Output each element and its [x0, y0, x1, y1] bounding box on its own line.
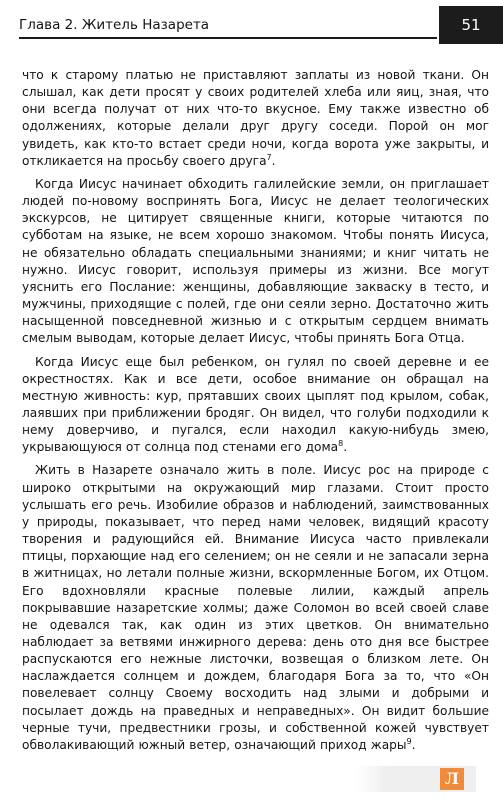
paragraph-text: Когда Иисус еще был ребенком, он гулял по своей деревне и ее окрестностях. Как и все дети, особое внимание он обращал на местную живность: кур, прятавших своих цыплят под крылом, собак, лаявших при приближении бродяг. Он видел, что голуби подходили к нему доверчиво, и пугался, если находил какую-нибудь змею, укрывающуюся от солнца под стенами его дома	[22, 354, 489, 455]
page-number: 51	[439, 6, 503, 44]
footnote-marker: 7	[266, 152, 272, 162]
paragraph: что к старому платью не приставляют заплаты из новой ткани. Он слышал, как дети просят у своих родителей хлеба или яиц, зная, что они всегда получат от них что-то вкусное. Ему также известно об одолжениях, которые делали друг другу соседи. Порой он мог увидеть, как кто-то встает среди ночи, когда ворота уже закрыты, и откликается на просьбу своего друга$^7$.	[22, 68, 489, 168]
footnote-marker: 9	[406, 736, 412, 746]
header-rule	[19, 37, 437, 39]
chapter-title: Глава 2. Житель Назарета	[19, 17, 210, 33]
body-text	[22, 67, 489, 760]
watermark	[356, 766, 476, 792]
running-header	[0, 6, 503, 46]
paragraph-text: что к старому платью не приставляют заплаты из новой ткани. Он слышал, как дети просят у своих родителей хлеба или яиц, зная, что они всегда получат от них что-то вкусное. Ему также известно об одолжениях, которые делали друг другу соседи. Порой он мог увидеть, как кто-то встает среди ночи, когда ворота уже закрыты, и откликается на просьбу своего друга	[22, 68, 489, 168]
paragraph: Когда Иисус еще был ребенком, он гулял по своей деревне и ее окрестностях. Как и все дети, особое внимание он обращал на местную живность: кур, прятавших своих цыплят под крылом, собак, лаявших при приближении бродяг. Он видел, что голуби подходили к нему доверчиво, и пугался, если находил какую-нибудь змею, укрывающуюся от солнца под стенами его дома$^8$.	[22, 354, 489, 455]
paragraph-text: Когда Иисус начинает обходить галилейские земли, он приглашает людей по-новому воспринять Бога, Иисус не делает теологических экскурсов, не цитирует священные книги, которые читаются по субботам на языке, не всем хорошо знакомом. Чтобы понять Иисуса, не обязательно обладать специальными знаниями; и книг читать не нужно. Иисус говорит, используя примеры из жизни. Все могут уяснить его Послание: женщины, добавляющие закваску в тесто, и мужчины, приходящие с полей, где они сеяли зерно. Достаточно жить насыщенной повседневной жизнью и с открытым сердцем внимать смелым выводам, которые делает Иисус, чтобы принять Бога Отца.	[22, 176, 489, 346]
paragraph-text: Жить в Назарете означало жить в поле. Иисус рос на природе с широко открытыми на окружающий мир глазами. Стоит просто услышать его речь. Изобилие образов и наблюдений, заимствованных у природы, показывает, что перед нами человек, видящий красоту творения и радующийся ей. Внимание Иисуса часто привлекали птицы, порхающие над его селением; он не сеяли и не запасали зерна в житницах, но летали полные жизни, вскормленные Богом, их Отцом. Его вдохновляли красные полевые лилии, каждый апрель покрывавшие назаретские холмы; даже Соломон во всей своей славе не одевался так, как один из этих цветков. Он внимательно наблюдает за ветвями инжирного дерева: день ото дня все быстрее распускаются его нежные листочки, возвещая о близком лете. Он наслаждается солнцем и дождем, благодаря Бога за то, что «Он повелевает солнцу Своему восходить над злыми и добрыми и посылает дождь на праведных и неправедных». Он видит большие черные тучи, предвестники грозы, и собственной кожей чувствует обволакивающий южный ветер, означающий приход жары	[22, 463, 489, 752]
paragraph	[22, 176, 489, 348]
footnote-marker: 8	[338, 439, 344, 449]
watermark-logo: Л	[440, 768, 464, 790]
paragraph: Жить в Назарете означало жить в поле. Иисус рос на природе с широко открытыми на окружающий мир глазами. Стоит просто услышать его речь. Изобилие образов и наблюдений, заимствованных у природы, показывает, что перед нами человек, видящий красоту творения и радующийся ей. Внимание Иисуса часто привлекали птицы, порхающие над его селением; он не сеяли и не запасали зерна в житницах, но летали полные жизни, вскормленные Богом, их Отцом. Его вдохновляли красные полевые лилии, каждый апрель покрывавшие назаретские холмы; даже Соломон во всей своей славе не одевался так, как один из этих цветков. Он внимательно наблюдает за ветвями инжирного дерева: день ото дня все быстрее распускаются его нежные листочки, возвещая о близком лете. Он наслаждается солнцем и дождем, благодаря Бога за то, что «Он повелевает солнцу Своему восходить над злыми и добрыми и посылает дождь на праведных и неправедных». Он видит большие черные тучи, предвестники грозы, и собственной кожей чувствует обволакивающий южный ветер, означающий приход жары$^9$.	[22, 463, 489, 752]
